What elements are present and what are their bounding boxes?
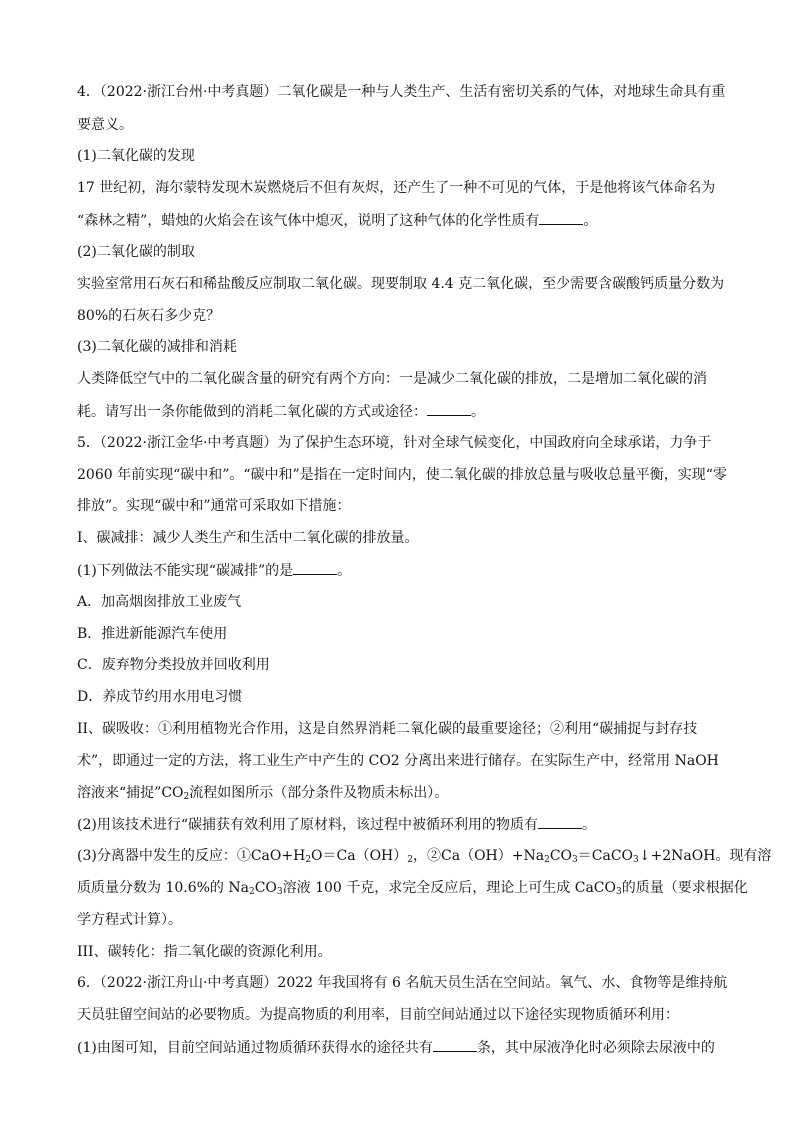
q5-part1-a: (1)下列做法不能实现“碳减排”的是 [77, 563, 294, 579]
q5-part2 [77, 814, 727, 835]
subscript: 3 [276, 887, 283, 897]
q4-part1-text-2b: 。 [583, 213, 598, 229]
q5-option-a: A．加高烟囱排放工业废气 [77, 594, 242, 610]
q6-part1 [77, 1037, 727, 1058]
subscript: 3 [633, 855, 639, 865]
q5-section-2-line-3 [77, 783, 727, 803]
q4-part2-title: (2)二氧化碳的制取 [77, 244, 195, 260]
subscript: 2 [544, 855, 550, 865]
text-run: (3)分离器中发生的反应：①CaO+H [77, 848, 306, 864]
q4-part3-text-2b: 。 [471, 404, 485, 420]
q4-part1-text-2 [77, 210, 727, 231]
q5-section-1: I、碳减排：减少人类生产和生活中二氧化碳的排放量。 [77, 530, 419, 546]
subscript: 2 [248, 887, 255, 897]
q5-part2-a: (2)用该技术进行“碳捕获有效利用了原材料，该过程中被循环利用的物质有 [77, 817, 538, 833]
subscript: 3 [615, 887, 622, 897]
text-run: O＝Ca（OH） [311, 848, 408, 864]
q4-part1-text-2a: “森林之精”，蜡烛的火焰会在该气体中熄灭，说明了这种气体的化学性质有 [77, 213, 540, 229]
q5-part1-b: 。 [337, 563, 352, 579]
q5-intro-line-2: 2060 年前实现“碳中和”。“碳中和”是指在一定时间内，使二氧化碳的排放总量与吸收总量平衡，实现“零 [77, 467, 727, 483]
subscript: 3 [572, 855, 578, 865]
q5-section-2-line-3b: 流程如图所示（部分条件及物质未标出）。 [189, 785, 449, 801]
q4-part2-text-2: 80%的石灰石多少克？ [77, 308, 221, 324]
subscript: 2 [183, 792, 190, 802]
q6-part1-a: (1)由图可知，目前空间站通过物质循环获得水的途径共有 [77, 1040, 433, 1056]
q5-section-2-line-2: 术”，即通过一定的方法，将工业生产中产生的 CO2 分离出来进行储存。在实际生产中，经常用 NaOH [77, 753, 719, 769]
q4-part3-title: (3)二氧化碳的减排和消耗 [77, 339, 237, 355]
q4-part3-text-1: 人类降低空气中的二氧化碳含量的研究有两个方向：一是减少二氧化碳的排放，二是增加二氧化碳的消 [77, 371, 707, 387]
q5-part2-b: 。 [582, 817, 596, 833]
text-run: ↓+2NaOH。现有溶 [638, 848, 772, 864]
text-run: CO [254, 880, 277, 896]
subscript: 2 [407, 855, 414, 865]
q4-intro-line-2: 要意义。 [77, 117, 133, 133]
answer-blank[interactable] [539, 210, 583, 225]
q5-part3-line-1 [77, 846, 772, 866]
q5-option-d: D．养成节约用水用电习惯 [77, 689, 243, 705]
text-run: 质质量分数为 10.6%的 Na [77, 880, 249, 896]
q4-part3-text-2 [77, 401, 727, 422]
text-run: CO [549, 848, 573, 864]
text-run: ＝CaCO [577, 848, 634, 864]
q4-part3-text-2a: 耗。请写出一条你能做到的消耗二氧化碳的方式或途径： [77, 404, 427, 420]
q5-section-3: III、碳转化：指二氧化碳的资源化利用。 [77, 944, 332, 960]
answer-blank[interactable] [433, 1037, 477, 1052]
q5-option-b: B．推进新能源汽车使用 [77, 626, 228, 642]
text-run: 溶液 100 千克，求完全反应后，理论上可生成 CaCO [282, 880, 616, 896]
answer-blank[interactable] [538, 814, 582, 829]
q5-option-c: C．废弃物分类投放并回收利用 [77, 657, 270, 673]
q5-intro-line-1: 5．（2022·浙江金华·中考真题）为了保护生态环境，针对全球气候变化，中国政府向全球承诺，力争于 [77, 435, 712, 451]
answer-blank[interactable] [427, 401, 471, 416]
q5-part3-line-3: 学方程式计算）。 [77, 912, 182, 928]
q6-part1-b: 条，其中尿液净化时必须除去尿液中的 [476, 1040, 715, 1056]
q5-section-2-line-1: II、碳吸收：①利用植物光合作用，这是自然界消耗二氧化碳的最重要途径；②利用“碳捕捉与封存技 [77, 721, 698, 737]
q6-intro-line-1: 6．（2022·浙江舟山·中考真题）2022 年我国将有 6 名航天员生活在空间站。氧气、水、食物等是维持航 [77, 975, 728, 991]
q5-part3-line-2 [77, 878, 748, 898]
text-run: 的质量（要求根据化 [621, 880, 748, 896]
q5-part1 [77, 560, 727, 581]
subscript: 2 [305, 855, 312, 865]
text-run: ，②Ca（OH）+Na [413, 848, 545, 864]
q4-intro-line-1: 4．（2022·浙江台州·中考真题）二氧化碳是一种与人类生产、生活有密切关系的气体，对地球生命具有重 [77, 84, 726, 100]
q5-intro-line-3: 排放”。实现“碳中和”通常可采取如下措施： [77, 498, 351, 514]
q6-intro-line-2: 天员驻留空间站的必要物质。为提高物质的利用率，目前空间站通过以下途径实现物质循环利用： [77, 1007, 679, 1023]
q4-part1-text-1: 17 世纪初，海尔蒙特发现木炭燃烧后不但有灰烬，还产生了一种不可见的气体，于是他将该气体命名为 [77, 180, 716, 196]
q4-part2-text-1: 实验室常用石灰石和稀盐酸反应制取二氧化碳。现要制取 4.4 克二氧化碳，至少需要含碳酸钙质量分数为 [77, 276, 725, 292]
q4-part1-title: (1)二氧化碳的发现 [77, 148, 195, 164]
answer-blank[interactable] [293, 560, 337, 575]
q5-section-2-line-3a: 溶液来“捕捉”CO [77, 785, 184, 801]
